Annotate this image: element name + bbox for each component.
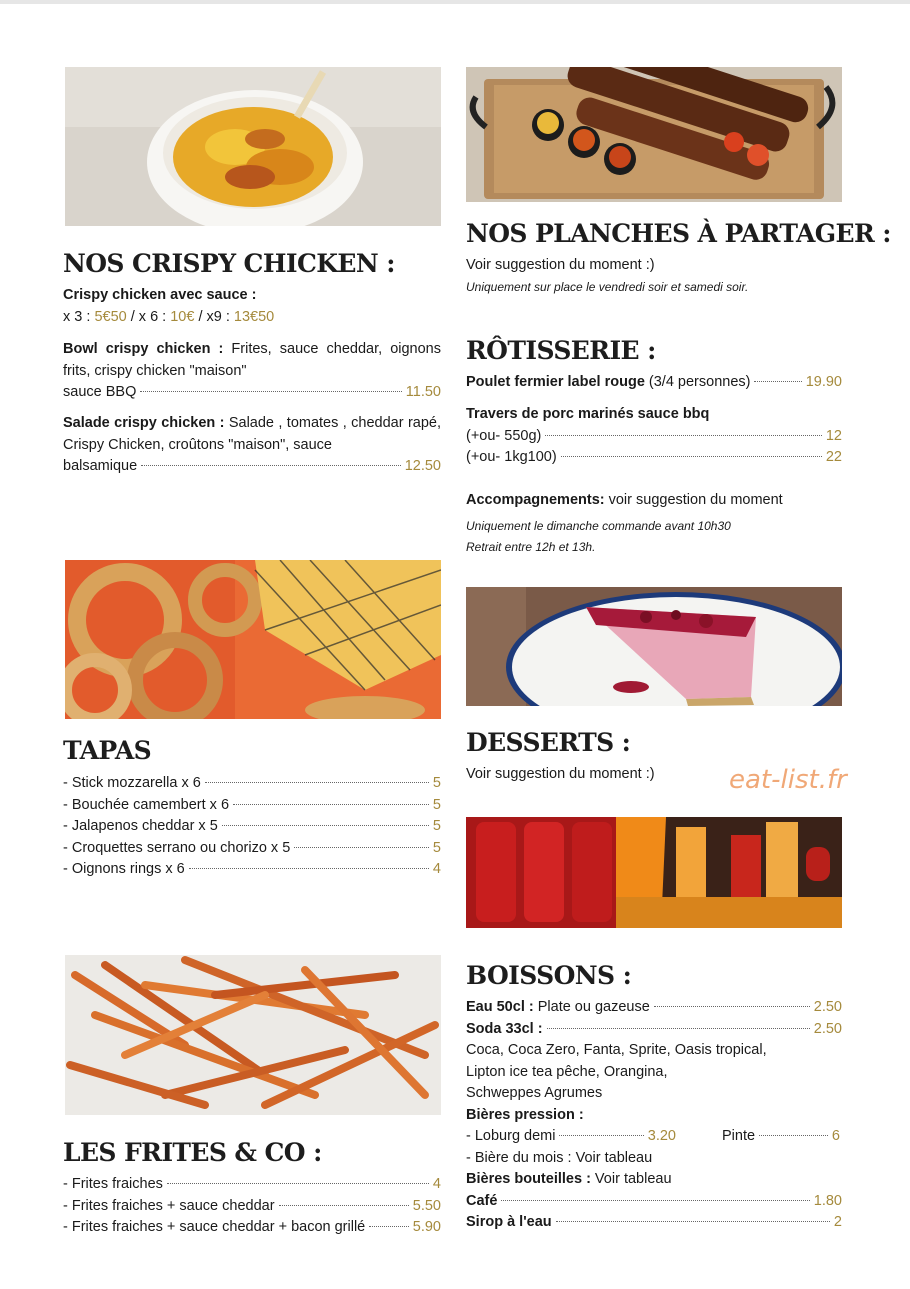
frites-row: - Frites fraiches + sauce cheddar + bacon grillé 5.90 bbox=[63, 1219, 441, 1235]
soda-row: Soda 33cl : 2.50 bbox=[466, 1020, 842, 1037]
planches-title: NOS PLANCHES À PARTAGER : bbox=[466, 219, 891, 248]
drinks-photo bbox=[466, 817, 842, 928]
top-border bbox=[0, 0, 910, 4]
frites-row: - Frites fraiches 4 bbox=[63, 1176, 441, 1192]
watermark-text: eat-list.fr bbox=[729, 765, 847, 795]
crispy-chicken-title: NOS CRISPY CHICKEN : bbox=[63, 249, 395, 278]
tapas-row: - Bouchée camembert x 6 5 bbox=[63, 796, 441, 813]
bowl-crispy-row: sauce BBQ 11.50 bbox=[63, 384, 441, 400]
bowl-crispy-desc: Bowl crispy chicken : Frites, sauce cheddar, oignons frits, crispy chicken "maison" bbox=[63, 341, 441, 379]
loburg-row: - Loburg demi 3.20 bbox=[466, 1128, 676, 1144]
accompagnements: Accompagnements: voir suggestion du moment bbox=[466, 492, 783, 508]
travers-row: (+ou- 1kg100) 22 bbox=[466, 449, 842, 465]
sirop-row: Sirop à l'eau 2 bbox=[466, 1214, 842, 1230]
desserts-title: DESSERTS : bbox=[466, 728, 631, 757]
crispy-sauce-name: Crispy chicken avec sauce : bbox=[63, 287, 257, 303]
soda-list-1: Coca, Coca Zero, Fanta, Sprite, Oasis tropical, bbox=[466, 1042, 767, 1058]
tapas-row: - Stick mozzarella x 6 5 bbox=[63, 775, 441, 791]
tapas-row: - Jalapenos cheddar x 5 5 bbox=[63, 818, 441, 834]
tapas-list bbox=[63, 773, 441, 881]
planches-suggestion: Voir suggestion du moment :) bbox=[466, 257, 655, 273]
tapas-title: TAPAS bbox=[63, 736, 152, 765]
crispy-sauce-prices: x 3 : 5€50 / x 6 : 10€ / x9 : 13€50 bbox=[63, 308, 275, 325]
tapas-row: - Croquettes serrano ou chorizo x 5 5 bbox=[63, 839, 441, 856]
boissons-title: BOISSONS : bbox=[466, 961, 632, 990]
dessert-photo bbox=[466, 587, 842, 706]
loburg-pinte-row bbox=[466, 1126, 842, 1148]
travers-name: Travers de porc marinés sauce bbq bbox=[466, 406, 710, 422]
frites-list bbox=[63, 1174, 441, 1239]
bieres-pression-label: Bières pression : bbox=[466, 1106, 584, 1123]
rotisserie-title: RÔTISSERIE : bbox=[466, 336, 656, 365]
poulet-row: Poulet fermier label rouge (3/4 personnes) 19.90 bbox=[466, 374, 842, 390]
desserts-suggestion: Voir suggestion du moment :) bbox=[466, 766, 655, 782]
frites-title: LES FRITES & CO : bbox=[63, 1138, 322, 1167]
eau-row: Eau 50cl : Plate ou gazeuse 2.50 bbox=[466, 999, 842, 1015]
frites-row: - Frites fraiches + sauce cheddar 5.50 bbox=[63, 1197, 441, 1214]
boissons-list bbox=[466, 997, 842, 1234]
soda-list-3: Schweppes Agrumes bbox=[466, 1085, 603, 1101]
fries-photo bbox=[65, 955, 441, 1115]
rotisserie-note-1: Uniquement le dimanche commande avant 10h30 bbox=[466, 518, 731, 533]
rotisserie-note-2: Retrait entre 12h et 13h. bbox=[466, 540, 596, 554]
salade-crispy-desc: Salade crispy chicken : Salade , tomates , cheddar rapé, Crispy Chicken, croûtons "maison", sauce bbox=[63, 415, 441, 453]
soda-list-2: Lipton ice tea pêche, Orangina, bbox=[466, 1063, 668, 1080]
cafe-row: Café 1.80 bbox=[466, 1192, 842, 1209]
planches-note: Uniquement sur place le vendredi soir et samedi soir. bbox=[466, 279, 749, 294]
tapas-photo bbox=[65, 560, 441, 719]
planche-photo bbox=[466, 67, 842, 202]
crispy-chicken-photo bbox=[65, 67, 441, 226]
pinte-row: Pinte 6 bbox=[722, 1128, 840, 1144]
bieres-bouteilles: Bières bouteilles : Voir tableau bbox=[466, 1171, 672, 1187]
salade-crispy-row: balsamique 12.50 bbox=[63, 458, 441, 474]
tapas-row: - Oignons rings x 6 4 bbox=[63, 861, 441, 877]
biere-du-mois: - Bière du mois : Voir tableau bbox=[466, 1149, 653, 1166]
travers-row: (+ou- 550g) 12 bbox=[466, 427, 842, 444]
